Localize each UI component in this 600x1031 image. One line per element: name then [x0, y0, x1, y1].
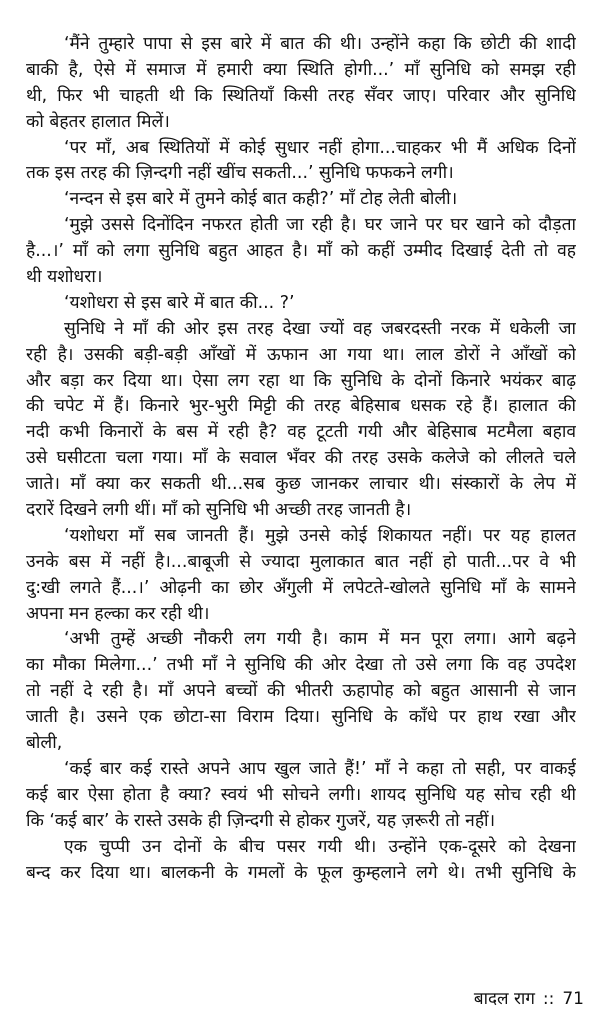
text-line: बोली, — [26, 733, 63, 754]
text-line: जाती है। उसने एक छोटा-सा विराम दिया। सुनिधि के काँधे पर हाथ रखा और — [26, 707, 576, 728]
text-line: का मौका मिलेगा...’ तभी माँ ने सुनिधि की ओर देखा तो उसे लगा कि वह उपदेश — [26, 655, 576, 676]
paragraph — [26, 136, 576, 188]
text-line: थी यशोधरा। — [26, 267, 103, 288]
text-line: उनके बस में नहीं है।...बाबूजी से ज्यादा मुलाकात बात नहीं हो पाती...पर वे भी — [26, 551, 576, 572]
paragraph — [26, 627, 576, 756]
text-line: कई बार ऐसा होता है क्या? स्वयं भी सोचने लगी। शायद सुनिधि यह सोच रही थी — [26, 784, 576, 805]
paragraph — [26, 291, 576, 317]
text-line: कि ‘कई बार’ के रास्ते उसके ही ज़िन्दगी से होकर गुजरें, यह ज़रूरी तो नहीं। — [26, 810, 496, 831]
text-line: तो नहीं दे रही है। माँ अपने बच्चों की भीतरी ऊहापोह को बहुत आसानी से जान — [26, 681, 576, 702]
paragraph — [26, 187, 576, 213]
page-footer — [456, 988, 584, 1010]
text-line: और बड़ा कर दिया था। ऐसा लग रहा था कि सुनिधि के दोनों किनारे भयंकर बाढ़ — [26, 370, 576, 391]
text-line: दरारें दिखने लगी थीं। माँ को सुनिधि भी अच्छी तरह जानती है। — [26, 500, 412, 521]
text-line: बन्द कर दिया था। बालकनी के गमलों के फूल कुम्हलाने लगे थे। तभी सुनिधि के — [26, 862, 576, 883]
text-line: की चपेट में हैं। किनारे भुर-भुरी मिट्टी की तरह बेहिसाब धसक रहे हैं। हालात की — [26, 396, 576, 417]
text-line: नदी कभी किनारों के बस में रही है? वह टूटती गयी और बेहिसाब मटमैला बहाव — [26, 422, 576, 443]
text-line: बाकी है, ऐसे में समाज में हमारी क्या स्थिति होगी...’ माँ सुनिधि को समझ रही — [26, 59, 576, 80]
page-number: 71 — [562, 989, 584, 1009]
text-line: ‘अभी तुम्हें अच्छी नौकरी लग गयी है। काम में मन पूरा लगा। आगे बढ़ने — [64, 629, 576, 650]
paragraph — [26, 32, 576, 136]
body-text — [26, 32, 576, 886]
text-line: ‘पर माँ, अब स्थितियों में कोई सुधार नहीं होगा...चाहकर भी मैं अधिक दिनों — [64, 137, 576, 158]
text-line: ‘कई बार कई रास्ते अपने आप खुल जाते हैं!’ माँ ने कहा तो सही, पर वाकई — [64, 758, 576, 779]
paragraph — [26, 213, 576, 291]
text-line: तक इस तरह की ज़िन्दगी नहीं खींच सकती...’ सुनिधि फफकने लगी। — [26, 163, 454, 184]
text-line: ‘यशोधरा माँ सब जानती हैं। मुझे उनसे कोई शिकायत नहीं। पर यह हालत — [64, 525, 576, 546]
text-line: दु:खी लगते हैं...।’ ओढ़नी का छोर अँगुली में लपेटते-खोलते सुनिधि माँ के सामने — [26, 577, 576, 598]
text-line: एक चुप्पी उन दोनों के बीच पसर गयी थी। उन्होंने एक-दूसरे को देखना — [64, 836, 576, 857]
text-line: उसे घसीटता चला गया। माँ के सवाल भँवर की तरह उसके कलेजे को लीलते चले — [26, 448, 576, 469]
footer-separator: :: — [542, 989, 555, 1009]
paragraph — [26, 317, 576, 524]
text-line: ‘मुझे उससे दिनोंदिन नफरत होती जा रही है। घर जाने पर घर खाने को दौड़ता — [64, 215, 576, 236]
paragraph — [26, 757, 576, 835]
text-line: ‘नन्दन से इस बारे में तुमने कोई बात कही?’ माँ टोह लेती बोली। — [64, 189, 458, 210]
text-line: सुनिधि ने माँ की ओर इस तरह देखा ज्यों वह जबरदस्ती नरक में धकेली जा — [64, 318, 576, 339]
text-line: ‘यशोधरा से इस बारे में बात की... ?’ — [64, 292, 295, 313]
text-line: ‘मैंने तुम्हारे पापा से इस बारे में बात की थी। उन्होंने कहा कि छोटी की शादी — [64, 34, 576, 54]
text-line: रही है। उसकी बड़ी-बड़ी आँखों में ऊफान आ गया था। लाल डोरों ने आँखों को — [26, 344, 576, 365]
text-line: अपना मन हल्का कर रही थी। — [26, 603, 210, 624]
text-line: थी, फिर भी चाहती थी कि स्थितियाँ किसी तरह सँवर जाए। परिवार और सुनिधि — [26, 85, 576, 106]
text-line: जाते। माँ क्या कर सकती थी...सब कुछ जानकर लाचार थी। संस्कारों के लेप में — [26, 474, 576, 495]
text-line: को बेहतर हालात मिलें। — [26, 111, 170, 132]
text-line: है...।’ माँ को लगा सुनिधि बहुत आहत है। माँ को कहीं उम्मीद दिखाई देती तो वह — [26, 241, 576, 262]
paragraph — [26, 835, 576, 887]
book-title: बादल राग — [473, 989, 535, 1009]
paragraph — [26, 524, 576, 628]
